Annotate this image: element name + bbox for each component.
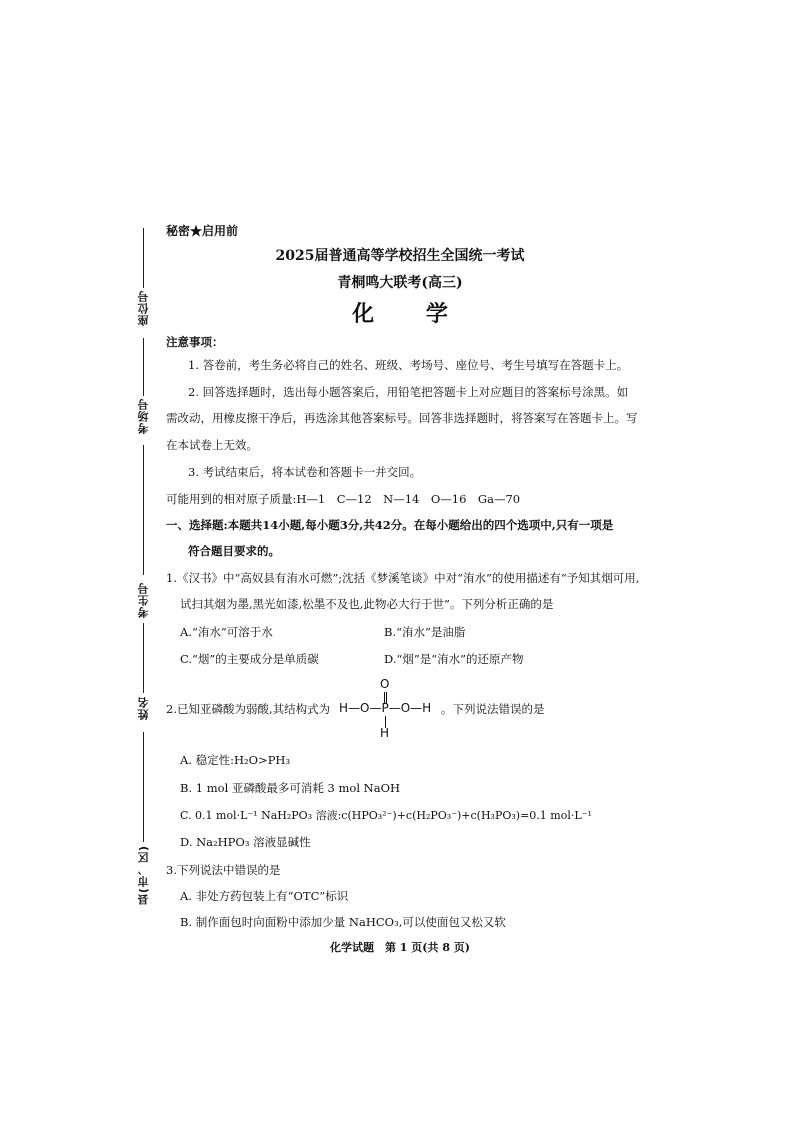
section-heading-line-1: 一、选择题:本题共14小题,每小题3分,共42分。在每小题给出的四个选项中,只有一项是: [166, 518, 614, 532]
q3-option-b: B. 制作面包时向面粉中添加少量 NaHCO₃,可以使面包又松又软: [180, 915, 506, 929]
q3-option-a: A. 非处方药包装上有“OTC”标识: [180, 889, 349, 903]
q1-option-d: D.“烟”是“洧水”的还原产物: [384, 652, 524, 666]
q2-option-d: D. Na₂HPO₃ 溶液显碱性: [180, 835, 311, 849]
exam-title: 2025届普通高等学校招生全国统一考试: [275, 248, 525, 264]
county-label: 县(市、区): [137, 845, 150, 906]
exam-subtitle: 青桐鸣大联考(高三): [337, 275, 463, 291]
q1-option-c: C.“烟”的主要成分是单质碳: [180, 652, 319, 666]
notes-item-3: 3. 考试结束后，将本试卷和答题卡一并交回。: [188, 465, 422, 479]
notes-item-1: 1. 答卷前，考生务必将自己的姓名、班级、考场号、座位号、考生号填写在答题卡上。: [188, 358, 629, 372]
room-line: [143, 338, 144, 396]
notes-item-2-line-2: 需改动，用橡皮擦干净后，再选涂其他答案标号。回答非选择题时，将答案写在答题卡上。写: [166, 411, 638, 425]
notes-item-2-line-3: 在本试卷上无效。: [166, 438, 258, 452]
notes-heading: 注意事项：: [166, 335, 224, 349]
q2-option-a: A. 稳定性:H₂O>PH₃: [180, 753, 291, 767]
exam-no-line: [143, 445, 144, 575]
q3-stem: 3.下列说法中错误的是: [166, 863, 281, 877]
q2-stem-before: 2.已知亚磷酸为弱酸,其结构式为: [166, 702, 331, 716]
seat-label: 座位号: [137, 290, 150, 326]
structure-bottom-atom: H: [380, 726, 390, 740]
notes-item-2-line-1: 2. 回答选择题时，选出每小题答案后，用铅笔把答题卡上对应题目的答案标号涂黑。如: [188, 385, 629, 399]
q1-option-b: B.“洧水”是油脂: [384, 625, 466, 639]
q1-stem-line-1: 1.《汉书》中“高奴县有洧水可燃”;沈括《梦溪笔谈》中对“洧水”的使用描述有“予知其烟可用,: [166, 571, 640, 585]
subject-title: 化 学: [352, 301, 470, 327]
q2-stem-after: 。下列说法错误的是: [441, 702, 545, 716]
page-footer: 化学试题 第 1 页(共 8 页): [329, 941, 471, 954]
q1-option-a: A.“洧水”可溶于水: [180, 625, 273, 639]
atomic-masses: 可能用到的相对原子质量:H—1 C—12 N—14 O—16 Ga—70: [166, 492, 521, 506]
exam-no-label: 考生号: [137, 582, 150, 618]
name-line: [143, 623, 144, 693]
section-heading-line-2: 符合题目要求的。: [188, 544, 280, 558]
structure-top-atom: O: [380, 677, 390, 691]
confidential-mark: 秘密★启用前: [166, 224, 239, 238]
q1-stem-line-2: 试扫其烟为墨,黑光如漆,松墨不及也,此物必大行于世”。下列分析正确的是: [180, 597, 554, 611]
q2-option-c: C. 0.1 mol·L⁻¹ NaH₂PO₃ 溶液:c(HPO₃²⁻)+c(H₂PO₃⁻)+c(H₃PO₃)=0.1 mol·L⁻¹: [180, 809, 592, 822]
name-label: 姓名: [137, 696, 150, 720]
q2-option-b: B. 1 mol 亚磷酸最多可消耗 3 mol NaOH: [180, 781, 401, 795]
structure-main-row: H—O—P—O—H: [339, 701, 432, 715]
room-label: 考场号: [137, 398, 150, 434]
county-line: [143, 732, 144, 842]
